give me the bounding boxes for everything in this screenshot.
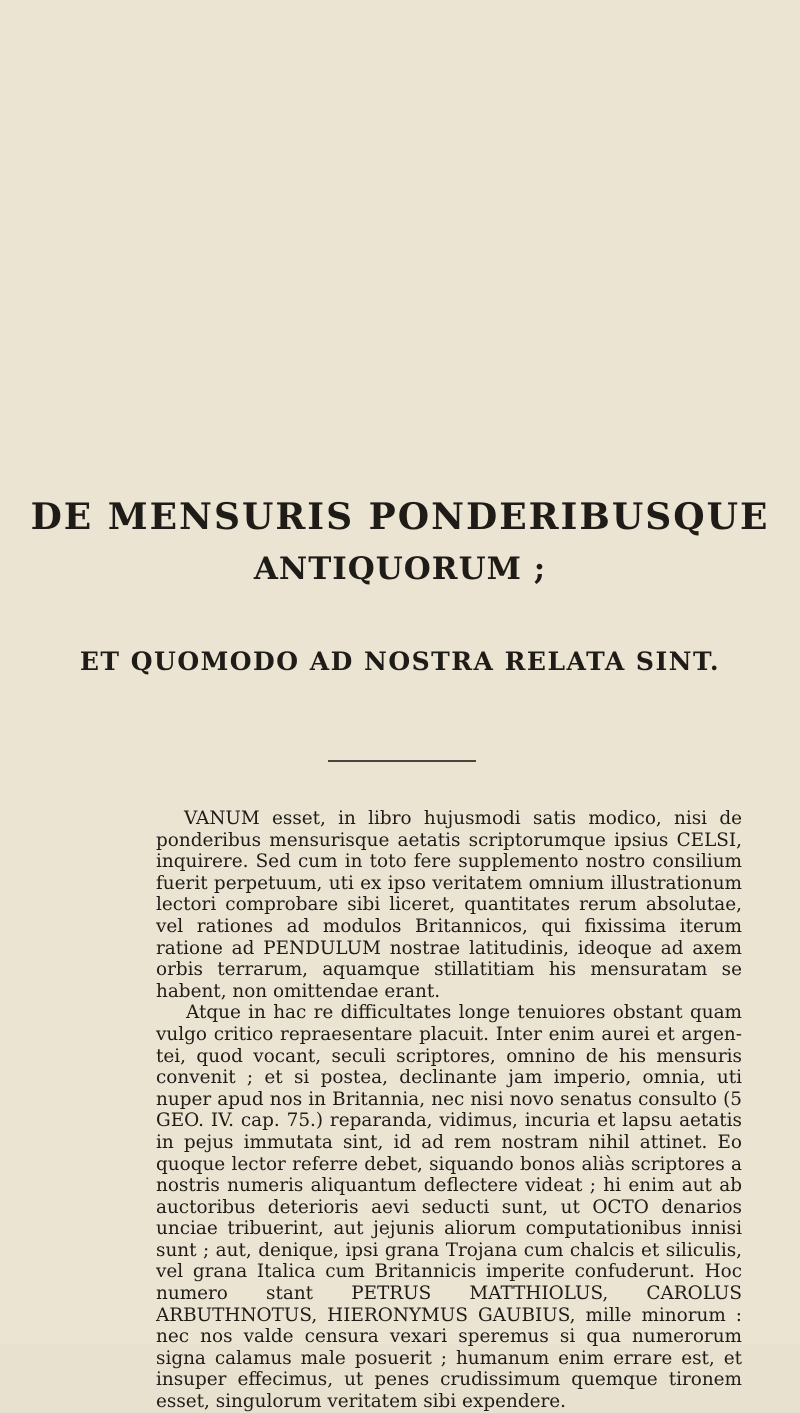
paragraph-2: Atque in hac re difficultates longe tenuiores obstant quam vulgo critico repraesentare placuit. Inter enim aurei et argentei, quod vocant, seculi scriptores, omnino de his mensuris convenit ; et si postea, declinante jam imperio, omnia, uti nuper apud nos in Britannia, nec nisi novo senatus consulto (5 GEO. IV. cap. 75.) reparanda, vidimus, incuria et lapsu aetatis in pejus immutata sint, id ad rem nostram nihil attinet. Eo quoque lector referre debet, siquando bonos aliàs scriptores a nostris numeris aliquantum deflectere videat ; hi enim aut ab auctoribus deterioris aevi seducti sunt, ut OCTO denarios unciae tribuerint, aut jejunis aliorum computationibus innisi sunt ; aut, denique, ipsi grana Trojana cum chalcis et siliculis, vel grana Italica cum Britannicis imperite confuderunt. Hoc numero stant PETRUS MATTHIOLUS, CAROLUS ARBUTHNOTUS, HIERONYMUS GAUBIUS, mille minorum : nec nos valde censura vexari speremus si qua numerorum signa calamus male posuerit ; humanum enim errare est, et insuper effecimus, ut penes crudissimum quemque tironem esset, singulorum veritatem sibi expendere. <box>156 1002 742 1413</box>
body-text <box>156 808 742 1413</box>
page-subtitle: ET QUOMODO AD NOSTRA RELATA SINT. <box>79 647 721 676</box>
page-title-continued: ANTIQUORUM ; <box>253 551 547 587</box>
paragraph-1: VANUM esset, in libro hujusmodi satis modico, nisi de ponderibus mensurisque aetatis scriptorumque ipsius CELSI, inquirere. Sed cum in toto fere supplemento nostro consilium fuerit perpetuum, uti ex ipso veritatem omnium illustrationum lectori comprobare sibi liceret, quantitates rerum absolutae, vel rationes ad modulos Britannicos, qui fixissima iterum ratione ad PENDULUM nostrae latitudinis, ideoque ad axem orbis terrarum, aquamque stillatitiam his mensuratam se habent, non omittendae erant. <box>156 808 742 1002</box>
section-divider <box>328 760 476 762</box>
page-title: DE MENSURIS PONDERIBUSQUE <box>30 496 770 538</box>
